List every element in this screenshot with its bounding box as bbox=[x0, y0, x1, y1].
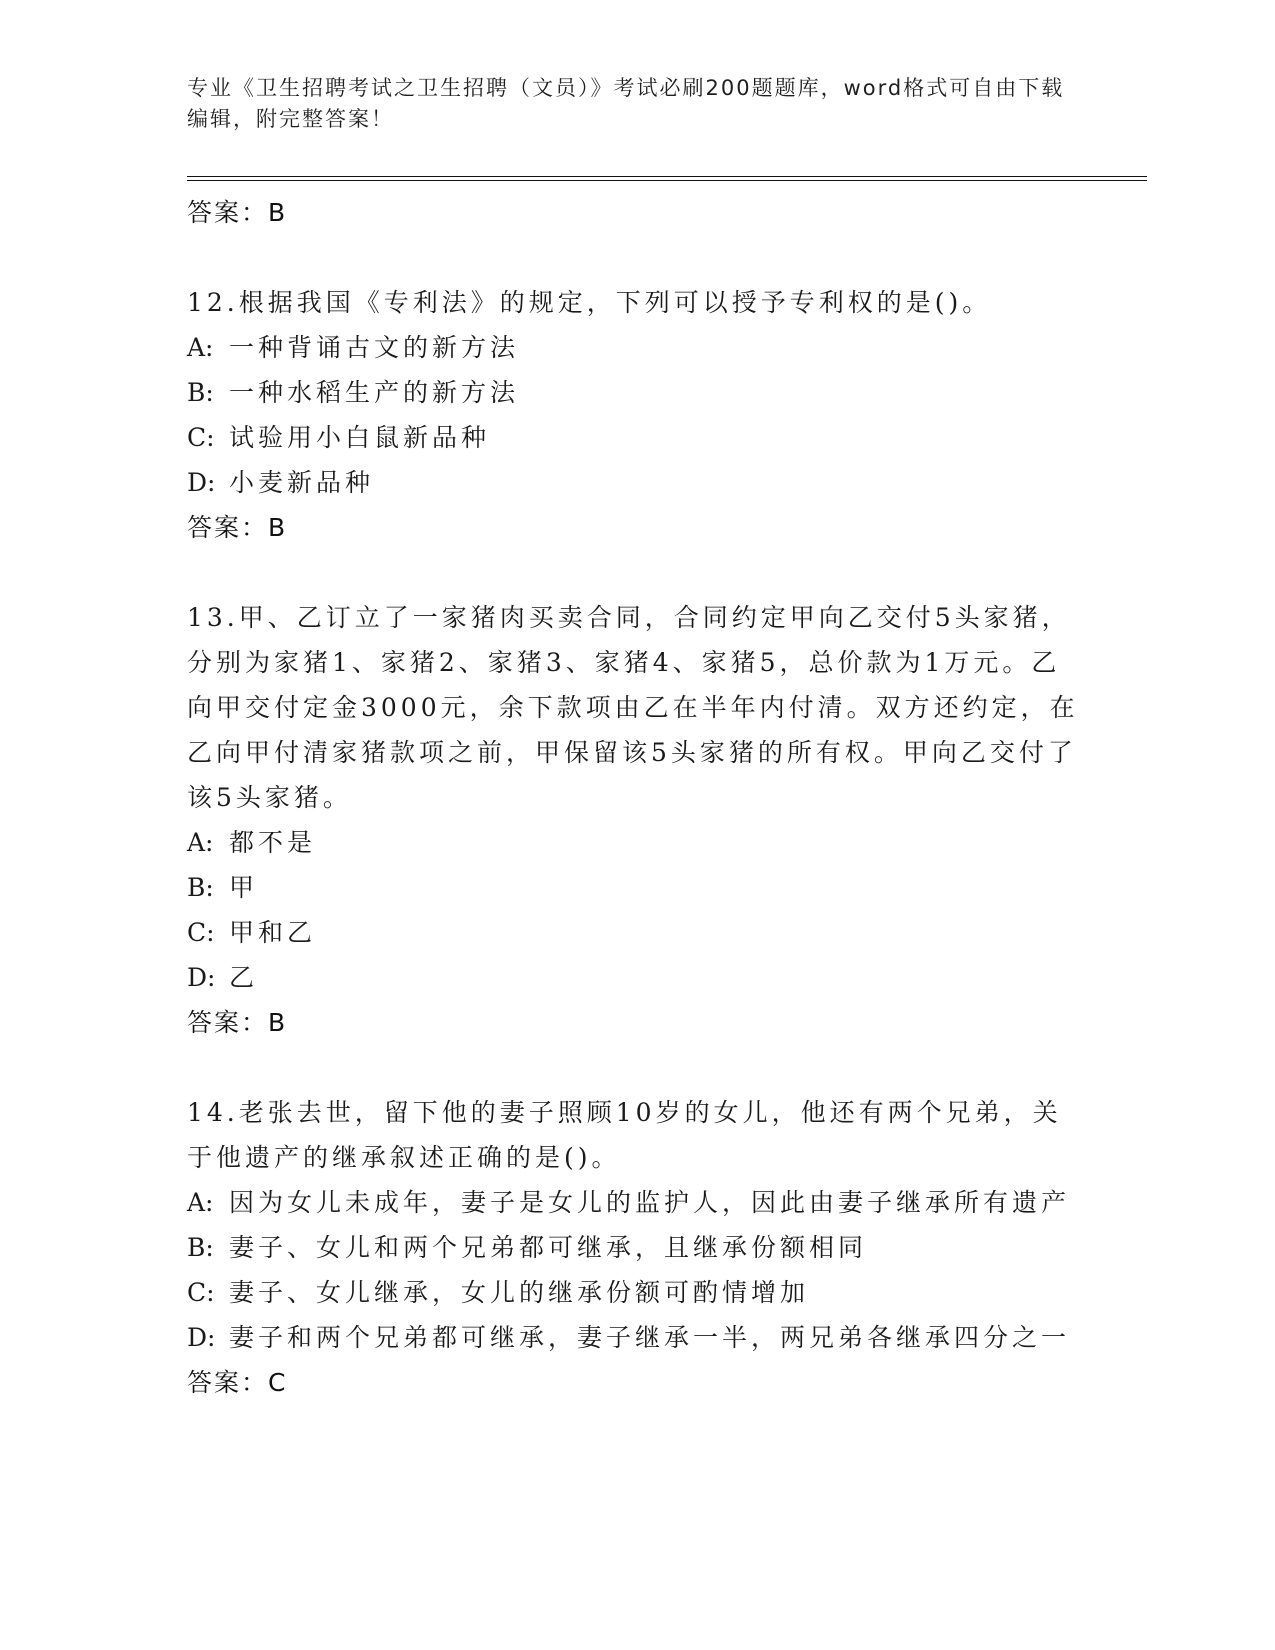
option-c bbox=[187, 1270, 1087, 1315]
option-key: D: bbox=[187, 468, 216, 497]
option-key: C: bbox=[187, 423, 215, 452]
question-text: 14.老张去世，留下他的妻子照顾10岁的女儿，他还有两个兄弟，关于他遗产的继承叙述正确的是()。 bbox=[187, 1098, 1062, 1172]
question-text: 13.甲、乙订立了一家猪肉买卖合同，合同约定甲向乙交付5头家猪，分别为家猪1、家猪2、家猪3、家猪4、家猪5，总价款为1万元。乙向甲交付定金3000元，余下款项由乙在半年内付清。双方还约定，在乙向甲付清家猪款项之前，甲保留该5头家猪的所有权。甲向乙交付了该5头家猪。 bbox=[187, 603, 1079, 812]
previous-answer: 答案：B bbox=[187, 198, 288, 227]
option-key: A: bbox=[187, 1188, 214, 1217]
option-text: 妻子、女儿继承，女儿的继承份额可酌情增加 bbox=[229, 1278, 810, 1307]
answer: 答案：B bbox=[187, 513, 288, 542]
option-a bbox=[187, 820, 1087, 865]
document-body bbox=[187, 190, 1087, 1405]
option-b bbox=[187, 370, 1087, 415]
option-text: 甲 bbox=[229, 873, 259, 902]
option-key: C: bbox=[187, 918, 215, 947]
option-key: A: bbox=[187, 333, 214, 362]
option-text: 妻子、女儿和两个兄弟都可继承，且继承份额相同 bbox=[229, 1233, 868, 1262]
option-text: 一种背诵古文的新方法 bbox=[229, 333, 520, 362]
header-divider bbox=[187, 176, 1147, 181]
option-key: D: bbox=[187, 963, 216, 992]
option-a bbox=[187, 325, 1087, 370]
option-text: 都不是 bbox=[229, 828, 317, 857]
question-14 bbox=[187, 1090, 1087, 1405]
option-key: D: bbox=[187, 1323, 216, 1352]
option-key: B: bbox=[187, 873, 214, 902]
option-d bbox=[187, 1315, 1087, 1360]
document-header: 专业《卫生招聘考试之卫生招聘（文员）》考试必刷200题题库，word格式可自由下载编辑，附完整答案！ bbox=[187, 76, 1065, 131]
option-text: 因为女儿未成年，妻子是女儿的监护人，因此由妻子继承所有遗产 bbox=[229, 1188, 1071, 1217]
option-c bbox=[187, 910, 1087, 955]
option-b bbox=[187, 865, 1087, 910]
answer: 答案：B bbox=[187, 1008, 288, 1037]
option-text: 试验用小白鼠新品种 bbox=[229, 423, 491, 452]
question-12 bbox=[187, 280, 1087, 550]
option-text: 妻子和两个兄弟都可继承，妻子继承一半，两兄弟各继承四分之一 bbox=[229, 1323, 1071, 1352]
option-text: 乙 bbox=[229, 963, 259, 992]
option-key: C: bbox=[187, 1278, 215, 1307]
option-text: 一种水稻生产的新方法 bbox=[229, 378, 520, 407]
option-key: B: bbox=[187, 378, 214, 407]
option-key: A: bbox=[187, 828, 214, 857]
answer: 答案：C bbox=[187, 1368, 288, 1397]
question-text: 12.根据我国《专利法》的规定，下列可以授予专利权的是()。 bbox=[187, 288, 992, 317]
option-key: B: bbox=[187, 1233, 214, 1262]
option-d bbox=[187, 955, 1087, 1000]
option-b bbox=[187, 1225, 1087, 1270]
question-13 bbox=[187, 595, 1087, 1045]
option-c bbox=[187, 415, 1087, 460]
option-a bbox=[187, 1180, 1087, 1225]
option-text: 甲和乙 bbox=[229, 918, 317, 947]
option-d bbox=[187, 460, 1087, 505]
option-text: 小麦新品种 bbox=[229, 468, 375, 497]
